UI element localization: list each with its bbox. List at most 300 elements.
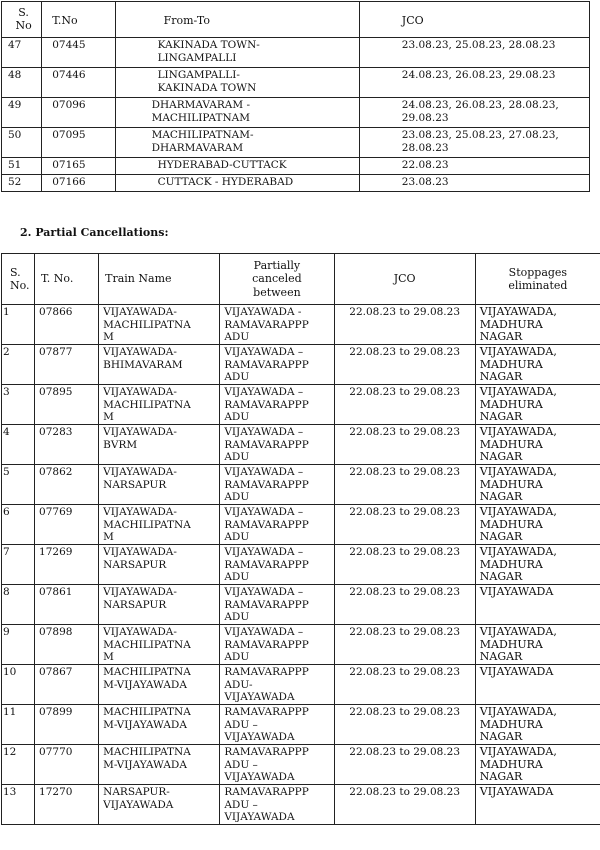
cell-sno [2, 785, 35, 825]
from-to-line: KAKINADA TOWN [157, 81, 257, 94]
canceled-between-line: VIJAYAWADA – [224, 626, 304, 638]
header-sno [2, 254, 35, 305]
table-row [2, 425, 600, 465]
cell-partially-canceled [220, 625, 334, 665]
cell-stoppages [475, 705, 600, 745]
train-name-line: NARSAPUR [103, 598, 167, 611]
stoppage-line: MADHURA [479, 397, 543, 411]
header-partially-canceled [220, 254, 334, 305]
cell-sno [2, 545, 35, 585]
cell-partially-canceled [220, 425, 334, 465]
sno-text: 52 [8, 176, 22, 188]
cell-train-name [99, 665, 220, 705]
train-name-line: MACHILIPATNA [103, 318, 191, 331]
header-jco [334, 254, 475, 305]
table-row [2, 705, 600, 745]
cell-partially-canceled [220, 305, 334, 345]
train-name-line: NARSAPUR [103, 558, 167, 571]
table-header-row [2, 254, 600, 305]
train-number: 07096 [52, 99, 86, 111]
from-to-line: LINGAMPALLI- [157, 69, 240, 81]
sno-text: 12 [3, 746, 17, 758]
train-name-line: M-VIJAYAWADA [103, 678, 187, 691]
canceled-between-line: RAMAVARAPPP [224, 478, 309, 491]
table-row [2, 385, 600, 425]
cell-from-to [115, 128, 359, 158]
train-number: 07895 [39, 386, 73, 398]
train-name-line: VIJAYAWADA- [103, 466, 177, 478]
train-name-line: MACHILIPATNA [103, 638, 191, 651]
train-number: 07283 [39, 426, 73, 438]
canceled-between-line: ADU [224, 611, 250, 623]
stoppage-line: MADHURA [479, 477, 543, 491]
cell-tno [35, 425, 99, 465]
header-sno-line: No. [10, 279, 30, 292]
header-stoppages-line: eliminated [508, 279, 568, 292]
cell-from-to [115, 68, 359, 98]
train-number: 07866 [39, 306, 73, 318]
header-tno-label: T. No. [41, 272, 74, 286]
cell-sno [2, 385, 35, 425]
cell-jco [334, 345, 475, 385]
header-partially-line: canceled [252, 272, 302, 286]
sno-text: 5 [3, 466, 10, 478]
from-to-line: LINGAMPALLI [157, 51, 237, 64]
cell-jco [359, 38, 589, 68]
cell-train-name [99, 625, 220, 665]
train-name-line: MACHILIPATNA [103, 666, 191, 678]
header-tno-label: T.No [52, 14, 78, 27]
cell-stoppages [475, 305, 600, 345]
train-name-line: VIJAYAWADA- [103, 546, 177, 558]
canceled-between-line: VIJAYAWADA [224, 771, 295, 783]
cell-tno [42, 175, 115, 192]
train-name-line: VIJAYAWADA- [103, 426, 177, 438]
canceled-between-line: VIJAYAWADA – [224, 466, 304, 478]
train-name-line: VIJAYAWADA- [103, 306, 177, 318]
cell-partially-canceled [220, 665, 334, 705]
cell-sno [2, 345, 35, 385]
canceled-between-line: RAMAVARAPPP [224, 786, 309, 798]
stoppage-line: MADHURA [479, 637, 543, 651]
train-name-line: VIJAYAWADA- [103, 386, 177, 398]
canceled-between-line: VIJAYAWADA [224, 691, 295, 703]
cell-train-name [99, 745, 220, 785]
canceled-between-line: ADU [224, 451, 250, 463]
train-name-line: MACHILIPATNA [103, 518, 191, 531]
cell-jco [334, 665, 475, 705]
header-partially-line: Partially [253, 258, 301, 272]
cell-sno [2, 625, 35, 665]
cell-jco [334, 625, 475, 665]
canceled-between-line: RAMAVARAPPP [224, 398, 309, 411]
cell-partially-canceled [220, 545, 334, 585]
stoppage-line: VIJAYAWADA, [479, 425, 557, 438]
cell-stoppages [475, 425, 600, 465]
cell-train-name [99, 545, 220, 585]
train-number: 07095 [52, 129, 86, 141]
header-sno [2, 2, 42, 38]
cell-stoppages [475, 545, 600, 585]
canceled-between-line: VIJAYAWADA – [224, 386, 304, 398]
cell-tno [42, 38, 115, 68]
cell-from-to [115, 175, 359, 192]
train-number: 07898 [39, 626, 73, 638]
stoppage-line: VIJAYAWADA, [479, 465, 557, 478]
sno-text: 49 [8, 99, 22, 111]
header-jco-label: JCO [393, 272, 416, 286]
cell-sno [2, 505, 35, 545]
canceled-between-line: VIJAYAWADA [224, 731, 295, 743]
stoppage-line: VIJAYAWADA [479, 665, 554, 678]
cell-sno [2, 305, 35, 345]
cell-stoppages [475, 465, 600, 505]
canceled-between-line: RAMAVARAPPP [224, 438, 309, 451]
cell-from-to [115, 98, 359, 128]
header-stoppages-line: Stoppages [508, 265, 568, 279]
jco-dates: 22.08.23 [401, 159, 449, 171]
canceled-between-line: ADU – [224, 718, 258, 731]
cell-tno [35, 545, 99, 585]
cell-jco [334, 745, 475, 785]
train-name-line: VIJAYAWADA [103, 798, 174, 811]
table-row [2, 305, 600, 345]
cell-jco [359, 68, 589, 98]
sno-text: 1 [3, 306, 10, 318]
cell-train-name [99, 385, 220, 425]
stoppage-line: MADHURA [479, 317, 543, 331]
stoppage-line: VIJAYAWADA, [479, 505, 557, 518]
cell-tno [35, 385, 99, 425]
table-row [2, 465, 600, 505]
cell-tno [35, 625, 99, 665]
stoppage-line: VIJAYAWADA, [479, 745, 557, 758]
header-tno [42, 2, 115, 38]
sno-text: 47 [8, 39, 22, 51]
table-row [2, 585, 600, 625]
stoppage-line: MADHURA [479, 757, 543, 771]
stoppage-line: NAGAR [479, 410, 523, 423]
header-sno-label: S. No [15, 6, 32, 32]
cell-stoppages [475, 745, 600, 785]
cell-tno [35, 585, 99, 625]
table-row [2, 158, 590, 175]
full-cancellation-table [1, 1, 590, 192]
train-number: 07877 [39, 346, 73, 358]
table-row [2, 98, 590, 128]
jco-dates: 23.08.23 [401, 176, 449, 188]
stoppage-line: VIJAYAWADA [479, 585, 554, 598]
jco-dates: 22.08.23 to 29.08.23 [349, 506, 460, 518]
train-number: 07769 [39, 506, 73, 518]
canceled-between-line: ADU – [224, 758, 258, 771]
cell-tno [35, 745, 99, 785]
canceled-between-line: RAMAVARAPPP [224, 706, 309, 718]
cell-tno [35, 345, 99, 385]
cell-tno [35, 785, 99, 825]
jco-dates: 22.08.23 to 29.08.23 [349, 546, 460, 558]
stoppage-line: MADHURA [479, 357, 543, 371]
canceled-between-line: ADU [224, 531, 250, 543]
jco-dates: 22.08.23 to 29.08.23 [349, 346, 460, 358]
from-to-line: HYDERABAD-CUTTACK [157, 159, 287, 171]
canceled-between-line: ADU [224, 491, 250, 503]
stoppage-line: VIJAYAWADA, [479, 625, 557, 638]
canceled-between-line: VIJAYAWADA – [224, 546, 304, 558]
sno-text: 7 [3, 546, 10, 558]
cell-tno [42, 98, 115, 128]
partial-cancellation-table [1, 253, 600, 825]
train-number: 07770 [39, 746, 73, 758]
train-name-line: NARSAPUR- [103, 786, 170, 798]
cell-partially-canceled [220, 345, 334, 385]
cell-sno [2, 175, 42, 192]
canceled-between-line: ADU – [224, 798, 258, 811]
stoppage-line: MADHURA [479, 717, 543, 731]
jco-dates: 22.08.23 to 29.08.23 [349, 466, 460, 478]
jco-dates: 23.08.23, 25.08.23, 27.08.23, 28.08.23 [401, 129, 559, 154]
header-from-to [115, 2, 359, 38]
header-sno-line: S. [10, 265, 21, 279]
train-name-line: M [103, 651, 114, 663]
stoppage-line: VIJAYAWADA, [479, 385, 557, 398]
stoppage-line: NAGAR [479, 730, 523, 743]
stoppage-line: NAGAR [479, 330, 523, 343]
jco-dates: 24.08.23, 26.08.23, 28.08.23, 29.08.23 [401, 99, 559, 124]
table-row [2, 625, 600, 665]
cell-sno [2, 745, 35, 785]
table-row [2, 345, 600, 385]
cell-tno [42, 128, 115, 158]
canceled-between-line: RAMAVARAPPP [224, 666, 309, 678]
jco-dates: 22.08.23 to 29.08.23 [349, 706, 460, 718]
train-name-line: BHIMAVARAM [103, 358, 183, 371]
cell-sno [2, 585, 35, 625]
cell-sno [2, 98, 42, 128]
cell-sno [2, 665, 35, 705]
header-tno [35, 254, 99, 305]
canceled-between-line: VIJAYAWADA – [224, 586, 304, 598]
jco-dates: 22.08.23 to 29.08.23 [349, 386, 460, 398]
cell-stoppages [475, 505, 600, 545]
cell-from-to [115, 158, 359, 175]
table-header-row [2, 2, 590, 38]
train-name-line: NARSAPUR [103, 478, 167, 491]
canceled-between-line: RAMAVARAPPP [224, 598, 309, 611]
canceled-between-line: ADU- [224, 678, 253, 691]
cell-jco [334, 385, 475, 425]
stoppage-line: VIJAYAWADA, [479, 345, 557, 358]
header-stoppages [475, 254, 600, 305]
cell-jco [359, 158, 589, 175]
canceled-between-line: VIJAYAWADA – [224, 346, 304, 358]
from-to-line: DHARMAVARAM [151, 141, 244, 154]
train-number: 07862 [39, 466, 73, 478]
cell-train-name [99, 585, 220, 625]
header-partially-line: between [253, 285, 301, 299]
sno-text: 6 [3, 506, 10, 518]
cell-tno [42, 68, 115, 98]
cell-partially-canceled [220, 505, 334, 545]
cell-tno [35, 665, 99, 705]
train-number: 17269 [39, 546, 73, 558]
train-name-line: M [103, 531, 114, 543]
sno-text: 11 [3, 706, 17, 718]
jco-dates: 22.08.23 to 29.08.23 [349, 786, 460, 798]
jco-dates: 22.08.23 to 29.08.23 [349, 306, 460, 318]
cell-sno [2, 128, 42, 158]
table-row [2, 505, 600, 545]
cell-jco [334, 785, 475, 825]
header-from-to-label: From-To [163, 14, 210, 27]
stoppage-line: NAGAR [479, 770, 523, 783]
train-name-line: M-VIJAYAWADA [103, 718, 187, 731]
cell-train-name [99, 305, 220, 345]
table-row [2, 38, 590, 68]
sno-text: 13 [3, 786, 17, 798]
from-to-line: MACHILIPATNAM [151, 111, 250, 124]
cell-sno [2, 425, 35, 465]
cell-sno [2, 465, 35, 505]
cell-jco [334, 545, 475, 585]
cell-stoppages [475, 625, 600, 665]
cell-jco [334, 425, 475, 465]
stoppage-line: NAGAR [479, 370, 523, 383]
train-number: 07861 [39, 586, 73, 598]
jco-dates: 22.08.23 to 29.08.23 [349, 626, 460, 638]
canceled-between-line: VIJAYAWADA – [224, 506, 304, 518]
cell-train-name [99, 345, 220, 385]
from-to-line: MACHILIPATNAM- [151, 129, 254, 141]
cell-partially-canceled [220, 745, 334, 785]
jco-dates: 22.08.23 to 29.08.23 [349, 666, 460, 678]
table-row [2, 128, 590, 158]
cell-stoppages [475, 585, 600, 625]
table-row [2, 745, 600, 785]
cell-jco [334, 505, 475, 545]
stoppage-line: VIJAYAWADA, [479, 545, 557, 558]
cell-train-name [99, 785, 220, 825]
stoppage-line: VIJAYAWADA, [479, 305, 557, 318]
cell-sno [2, 38, 42, 68]
train-name-line: MACHILIPATNA [103, 746, 191, 758]
train-name-line: M [103, 411, 114, 423]
cell-jco [334, 305, 475, 345]
cell-stoppages [475, 665, 600, 705]
sno-text: 8 [3, 586, 10, 598]
train-number: 07445 [52, 39, 86, 51]
cell-tno [35, 465, 99, 505]
canceled-between-line: RAMAVARAPPP [224, 746, 309, 758]
table-row [2, 68, 590, 98]
train-name-line: M-VIJAYAWADA [103, 758, 187, 771]
from-to-line: KAKINADA TOWN- [157, 39, 260, 51]
cell-stoppages [475, 345, 600, 385]
from-to-line: DHARMAVARAM - [151, 99, 251, 111]
cell-sno [2, 68, 42, 98]
cell-jco [334, 705, 475, 745]
jco-dates: 22.08.23 to 29.08.23 [349, 586, 460, 598]
cell-tno [35, 305, 99, 345]
train-name-line: VIJAYAWADA- [103, 626, 177, 638]
cell-stoppages [475, 785, 600, 825]
cell-partially-canceled [220, 585, 334, 625]
train-name-line: VIJAYAWADA- [103, 346, 177, 358]
cell-jco [334, 465, 475, 505]
canceled-between-line: RAMAVARAPPP [224, 638, 309, 651]
sno-text: 2 [3, 346, 10, 358]
stoppage-line: NAGAR [479, 450, 523, 463]
stoppage-line: VIJAYAWADA, [479, 705, 557, 718]
stoppage-line: MADHURA [479, 437, 543, 451]
train-number: 07166 [52, 176, 86, 188]
cell-tno [35, 505, 99, 545]
canceled-between-line: ADU [224, 331, 250, 343]
header-jco [359, 2, 589, 38]
sno-text: 4 [3, 426, 10, 438]
canceled-between-line: RAMAVARAPPP [224, 318, 309, 331]
header-train-name [99, 254, 220, 305]
jco-dates: 22.08.23 to 29.08.23 [349, 426, 460, 438]
canceled-between-line: ADU [224, 411, 250, 423]
canceled-between-line: RAMAVARAPPP [224, 518, 309, 531]
header-train-name-label: Train Name [105, 272, 172, 286]
canceled-between-line: ADU [224, 651, 250, 663]
cell-stoppages [475, 385, 600, 425]
canceled-between-line: VIJAYAWADA [224, 811, 295, 823]
stoppage-line: NAGAR [479, 530, 523, 543]
train-number: 07867 [39, 666, 73, 678]
train-number: 17270 [39, 786, 73, 798]
train-name-line: M [103, 331, 114, 343]
cell-partially-canceled [220, 385, 334, 425]
from-to-line: CUTTACK - HYDERABAD [157, 176, 294, 188]
canceled-between-line: VIJAYAWADA - [224, 306, 302, 318]
jco-dates: 24.08.23, 26.08.23, 29.08.23 [401, 69, 556, 81]
cell-jco [334, 585, 475, 625]
stoppage-line: MADHURA [479, 517, 543, 531]
cell-jco [359, 128, 589, 158]
header-jco-label: JCO [401, 14, 424, 27]
table-row [2, 175, 590, 192]
train-number: 07446 [52, 69, 86, 81]
cell-partially-canceled [220, 785, 334, 825]
cell-jco [359, 98, 589, 128]
train-name-line: VIJAYAWADA- [103, 586, 177, 598]
cell-sno [2, 705, 35, 745]
canceled-between-line: VIJAYAWADA – [224, 426, 304, 438]
cell-train-name [99, 425, 220, 465]
sno-text: 48 [8, 69, 22, 81]
cell-tno [42, 158, 115, 175]
canceled-between-line: ADU [224, 371, 250, 383]
section-title-partial-cancellations: 2. Partial Cancellations: [20, 226, 169, 239]
table-row [2, 785, 600, 825]
stoppage-line: MADHURA [479, 557, 543, 571]
cell-tno [35, 705, 99, 745]
cell-train-name [99, 705, 220, 745]
stoppage-line: NAGAR [479, 650, 523, 663]
cell-jco [359, 175, 589, 192]
stoppage-line: NAGAR [479, 490, 523, 503]
cell-partially-canceled [220, 705, 334, 745]
sno-text: 3 [3, 386, 10, 398]
canceled-between-line: RAMAVARAPPP [224, 558, 309, 571]
train-name-line: BVRM [103, 438, 138, 451]
sno-text: 9 [3, 626, 10, 638]
jco-dates: 22.08.23 to 29.08.23 [349, 746, 460, 758]
table-row [2, 545, 600, 585]
